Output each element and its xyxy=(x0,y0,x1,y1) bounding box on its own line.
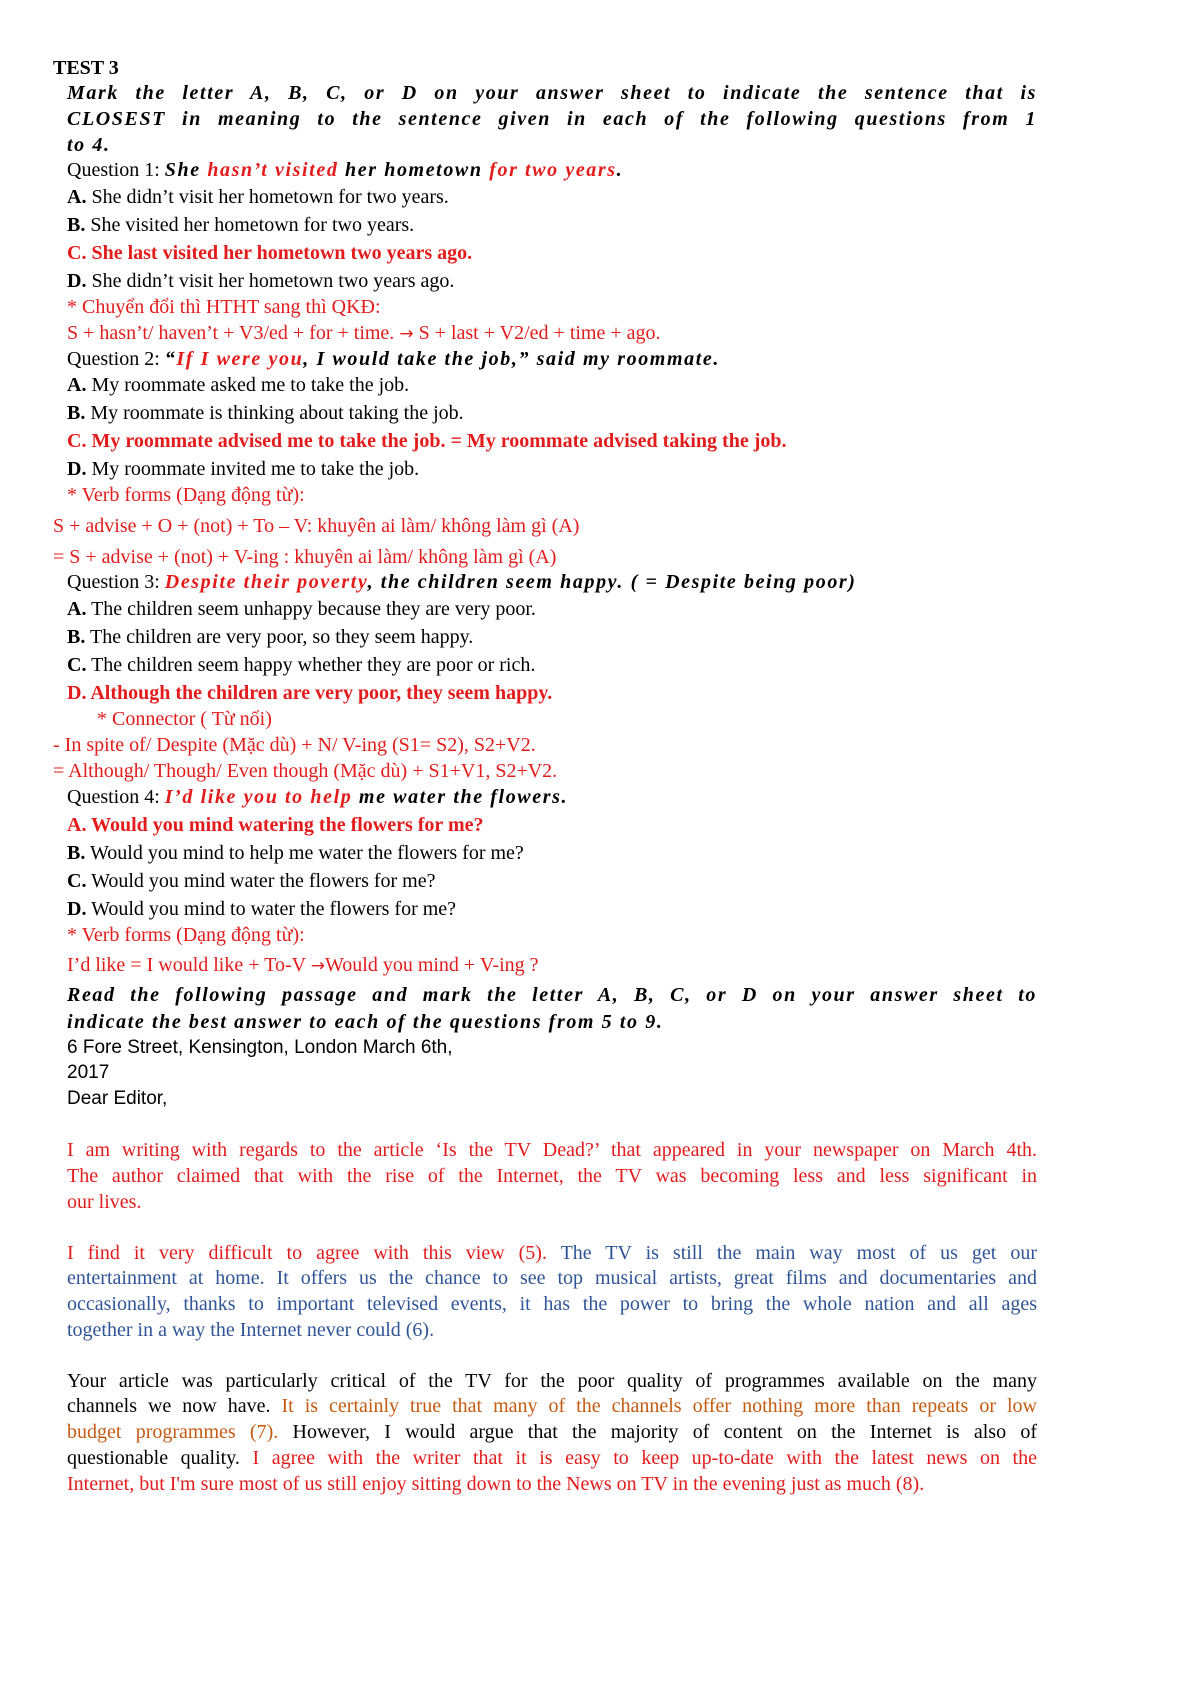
question-1: Question 1: She hasn’t visited her hometown for two years. xyxy=(67,159,622,181)
q1-option-d: D. She didn’t visit her hometown two years ago. xyxy=(67,270,455,292)
question-label: Question 3: xyxy=(67,571,165,593)
q1-option-c-correct: C. She last visited her hometown two years ago. xyxy=(67,242,473,264)
question-label: Question 4: xyxy=(67,786,165,808)
q1-note-heading: * Chuyển đổi thì HTHT sang thì QKĐ: xyxy=(67,296,381,318)
q4-option-d: D. Would you mind to water the flowers for me? xyxy=(67,898,457,920)
section1-instruction-line2: CLOSEST in meaning to the sentence given in each of the following questions from 1 xyxy=(67,108,1037,130)
q4-option-a-correct: A. Would you mind watering the flowers for me? xyxy=(67,814,484,836)
letter-salutation: Dear Editor, xyxy=(67,1088,168,1109)
q3-option-a: A. The children seem unhappy because they are very poor. xyxy=(67,598,536,620)
question-label: Question 2: xyxy=(67,348,165,370)
letter-p3-line4: questionable quality. I agree with the writer that it is easy to keep up-to-date with the latest news on the xyxy=(67,1447,1037,1469)
question-label: Question 1: xyxy=(67,159,165,181)
q3-note-formula-1: - In spite of/ Despite (Mặc dù) + N/ V-ing (S1= S2), S2+V2. xyxy=(53,734,536,756)
letter-p3-line1: Your article was particularly critical of the TV for the poor quality of programmes available on the many xyxy=(67,1370,1037,1392)
q3-note-heading: * Connector ( Từ nối) xyxy=(97,708,272,730)
q1-option-a: A. She didn’t visit her hometown for two years. xyxy=(67,186,449,208)
arrow-right-icon: → xyxy=(399,324,414,344)
letter-p2-line2: entertainment at home. It offers us the chance to see top musical artists, great films and documentaries and xyxy=(67,1267,1037,1289)
q2-note-formula-2: = S + advise + (not) + V-ing : khuyên ai làm/ không làm gì (A) xyxy=(53,546,557,568)
letter-p3-line5: Internet, but I'm sure most of us still enjoy sitting down to the News on TV in the evening just as much (8). xyxy=(67,1473,925,1495)
section2-instruction-line1: Read the following passage and mark the letter A, B, C, or D on your answer sheet to xyxy=(67,984,1037,1006)
letter-p2-line3: occasionally, thanks to important televised events, it has the power to bring the whole nation and all ages xyxy=(67,1293,1037,1315)
q2-option-c-correct: C. My roommate advised me to take the job. = My roommate advised taking the job. xyxy=(67,430,787,452)
letter-address-line2: 2017 xyxy=(67,1062,110,1083)
q3-option-b: B. The children are very poor, so they seem happy. xyxy=(67,626,474,648)
q3-note-formula-2: = Although/ Though/ Even though (Mặc dù) + S1+V1, S2+V2. xyxy=(53,760,558,782)
letter-p1-line2: The author claimed that with the rise of the Internet, the TV was becoming less and less significant in xyxy=(67,1165,1037,1187)
q1-note-formula: S + hasn’t/ haven’t + V3/ed + for + time. → S + last + V2/ed + time + ago. xyxy=(67,322,661,344)
letter-p3-line2: channels we now have. It is certainly true that many of the channels offer nothing more than repeats or low xyxy=(67,1395,1037,1417)
question-2: Question 2: “If I were you, I would take the job,” said my roommate. xyxy=(67,348,720,370)
section2-instruction-line2: indicate the best answer to each of the questions from 5 to 9. xyxy=(67,1011,664,1033)
test-title: TEST 3 xyxy=(53,57,119,79)
q1-option-b: B. She visited her hometown for two years. xyxy=(67,214,415,236)
q3-option-c: C. The children seem happy whether they are poor or rich. xyxy=(67,654,536,676)
question-3: Question 3: Despite their poverty, the children seem happy. ( = Despite being poor) xyxy=(67,571,857,593)
q2-option-b: B. My roommate is thinking about taking the job. xyxy=(67,402,464,424)
letter-p2-line1: I find it very difficult to agree with this view (5). The TV is still the main way most of us get our xyxy=(67,1242,1037,1264)
q2-option-d: D. My roommate invited me to take the job. xyxy=(67,458,420,480)
section1-instruction-line1: Mark the letter A, B, C, or D on your answer sheet to indicate the sentence that is xyxy=(67,82,1037,104)
arrow-right-icon: → xyxy=(310,956,325,976)
letter-p2-line4: together in a way the Internet never could (6). xyxy=(67,1319,435,1341)
q2-option-a: A. My roommate asked me to take the job. xyxy=(67,374,410,396)
q2-note-formula-1: S + advise + O + (not) + To – V: khuyên ai làm/ không làm gì (A) xyxy=(53,515,580,537)
q4-note-formula: I’d like = I would like + To-V →Would you mind + V-ing ? xyxy=(67,954,539,976)
letter-p1-line3: our lives. xyxy=(67,1191,142,1213)
q4-option-b: B. Would you mind to help me water the flowers for me? xyxy=(67,842,524,864)
letter-p1-line1: I am writing with regards to the article ‘Is the TV Dead?’ that appeared in your newspaper on March 4th. xyxy=(67,1139,1037,1161)
q4-option-c: C. Would you mind water the flowers for me? xyxy=(67,870,436,892)
q3-option-d-correct: D. Although the children are very poor, they seem happy. xyxy=(67,682,553,704)
question-4: Question 4: I’d like you to help me water the flowers. xyxy=(67,786,569,808)
letter-p3-line3: budget programmes (7). However, I would argue that the majority of content on the Internet is also of xyxy=(67,1421,1038,1443)
letter-address-line1: 6 Fore Street, Kensington, London March 6th, xyxy=(67,1037,453,1058)
q2-note-heading: * Verb forms (Dạng động từ): xyxy=(67,484,305,506)
section1-instruction-line3: to 4. xyxy=(67,134,111,156)
q4-note-heading: * Verb forms (Dạng động từ): xyxy=(67,924,305,946)
